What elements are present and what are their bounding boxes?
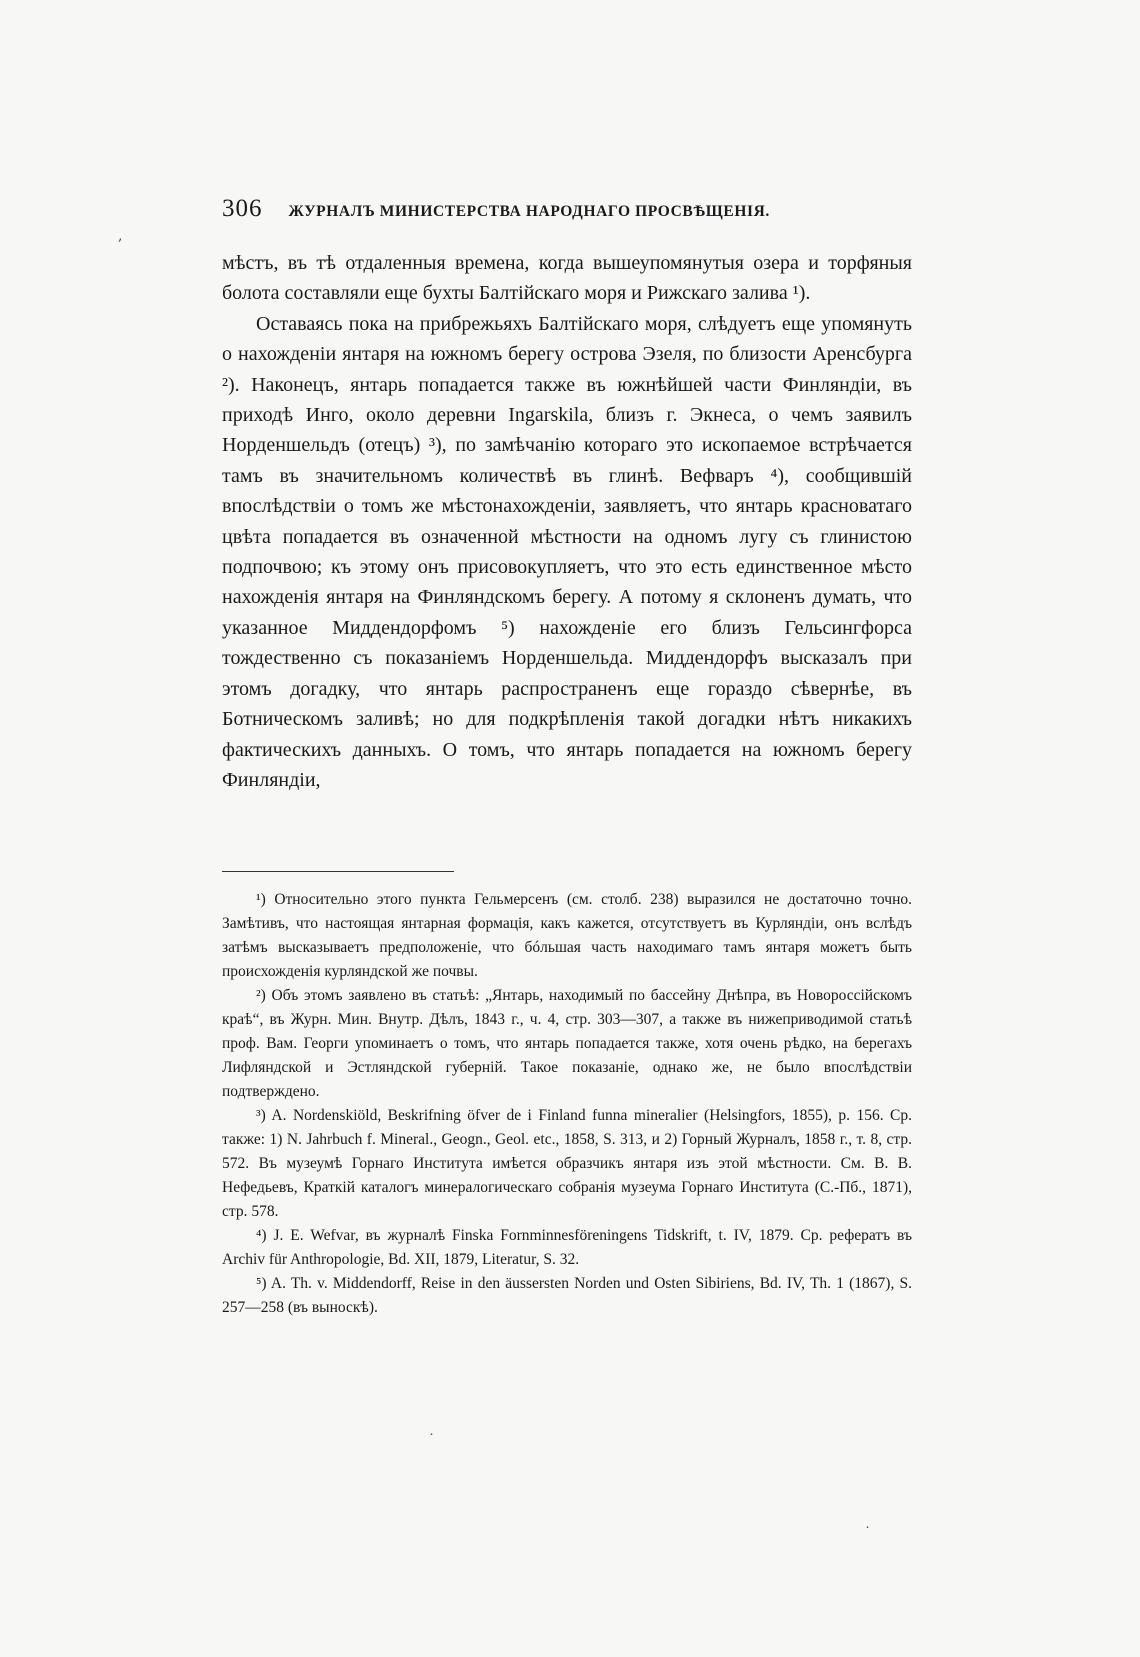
main-text	[222, 248, 912, 795]
footnotes	[222, 888, 912, 1320]
footnote: ³) A. Nordenskiöld, Beskrifning öfver de i Finland funna mineralier (Helsingfors, 1855), p. 156. Ср. также: 1) N. Jahrbuch f. Mineral., Geogn., Geol. etc., 1858, S. 313, и 2) Горный Журналъ, 1858 г., т. 8, стр. 572. Въ музеумѣ Горнаго Института имѣется образчикъ янтаря изъ этой мѣстности. См. В. В. Нефедьевъ, Краткій каталогъ минералогическаго собранія музеума Горнаго Института (С.-Пб., 1871), стр. 578.	[222, 1107, 912, 1220]
footnote: ¹) Относительно этого пункта Гельмерсенъ (см. столб. 238) выразился не достаточно точно. Замѣтивъ, что настоящая янтарная формація, какъ кажется, отсутствуетъ въ Курляндіи, онъ вслѣдъ затѣмъ высказываетъ предположеніе, что бóльшая часть находимаго тамъ янтаря можетъ быть происхожденія курляндской же почвы.	[222, 891, 912, 980]
footnote: ⁵) A. Th. v. Middendorff, Reise in den äussersten Norden und Osten Sibiriens, Bd. IV, Th. 1 (1867), S. 257—258 (въ выноскѣ).	[222, 1275, 912, 1316]
stray-mark: ˙	[864, 1525, 871, 1541]
page-header	[222, 195, 912, 223]
paragraph: мѣстъ, въ тѣ отдаленныя времена, когда вышеупомянутыя озера и торфяныя болота составляли еще бухты Балтійскаго моря и Рижскаго залива ¹).	[222, 252, 912, 305]
paragraph: Оставаясь пока на прибрежьяхъ Балтійскаго моря, слѣдуетъ еще упомянуть о нахожденіи янтаря на южномъ берегу острова Эзеля, по близости Аренсбурга ²). Наконецъ, янтарь попадается также въ южнѣйшей части Финляндіи, въ приходѣ Инго, около деревни Ingarskila, близъ г. Экнеса, о чемъ заявилъ Норденшельдъ (отецъ) ³), по замѣчанію котораго это ископаемое встрѣчается тамъ въ значительномъ количествѣ въ глинѣ. Вефваръ ⁴), сообщившій впослѣдствіи о томъ же мѣстонахожденіи, заявляетъ, что янтарь красноватаго цвѣта попадается въ означенной мѣстности на одномъ лугу съ глинистою подпочвою; къ этому онъ присовокупляетъ, что это есть единственное мѣсто нахожденія янтаря на Финляндскомъ берегу. А потому я склоненъ думать, что указанное Миддендорфомъ ⁵) нахожденіе его близъ Гельсингфорса тождественно съ показаніемъ Норденшельда. Миддендорфъ высказалъ при этомъ догадку, что янтарь распространенъ еще гораздо сѣвернѣе, въ Ботническомъ заливѣ; но для подкрѣпленія такой догадки нѣтъ никакихъ фактическихъ данныхъ. О томъ, что янтарь попадается на южномъ берегу Финляндіи,	[222, 312, 912, 791]
stray-mark: ˙	[428, 1432, 435, 1448]
footnote: ⁴) J. E. Wefvar, въ журналѣ Finska Fornminnesföreningens Tidskrift, t. IV, 1879. Ср. рефератъ въ Archiv für Anthropologie, Bd. XII, 1879, Literatur, S. 32.	[222, 1227, 912, 1268]
running-head: ЖУРНАЛЪ МИНИСТЕРСТВА НАРОДНАГО ПРОСВѢЩЕНІЯ.	[288, 203, 770, 220]
footnote: ²) Объ этомъ заявлено въ статьѣ: „Янтарь, находимый по бассейну Днѣпра, въ Новороссійскомъ краѣ“, въ Журн. Мин. Внутр. Дѣлъ, 1843 г., ч. 4, стр. 303—307, а также въ нижеприводимой статьѣ проф. Вам. Георги упоминаетъ о томъ, что янтарь попадается также, хотя очень рѣдко, на берегахъ Лифляндской и Эстляндской губерній. Такое показаніе, однако же, не было впослѣдствіи подтверждено.	[222, 987, 912, 1100]
page-number: 306	[222, 195, 263, 222]
footnote-divider	[222, 871, 454, 872]
stray-mark: ,	[118, 228, 123, 244]
